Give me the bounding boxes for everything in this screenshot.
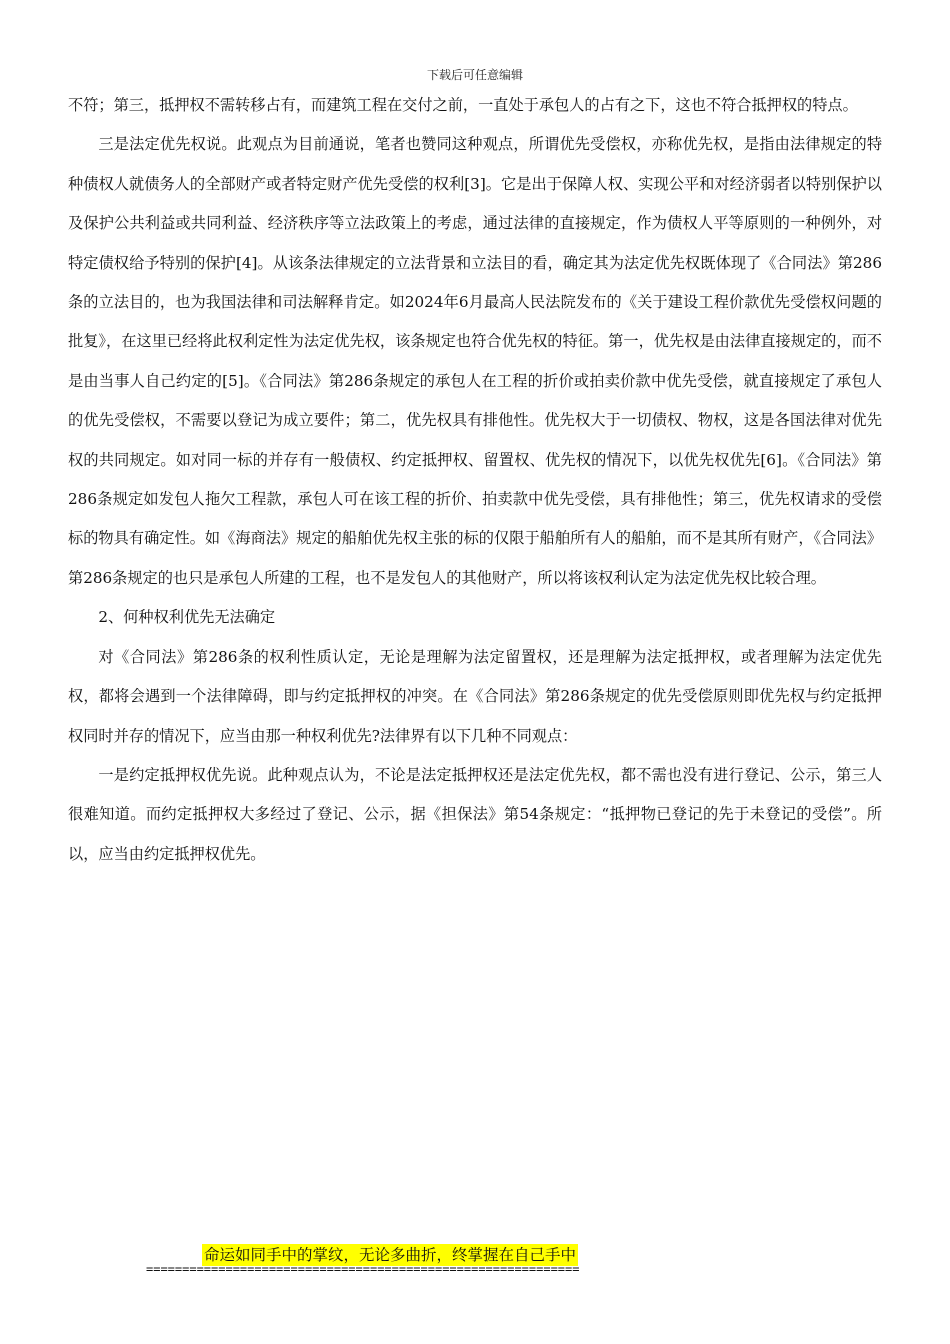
paragraph-1: 不符；第三，抵押权不需转移占有，而建筑工程在交付之前，一直处于承包人的占有之下，这也不符合抵押权的特点。 (68, 96, 858, 114)
body-text (68, 86, 882, 874)
paragraph-4: 一是约定抵押权优先说。此种观点认为，不论是法定抵押权还是法定优先权，都不需也没有进行登记、公示，第三人很难知道。而约定抵押权大多经过了登记、公示，据《担保法》第54条规定：“抵押物已登记的先于未登记的受偿”。所以，应当由约定抵押权优先。 (68, 765, 882, 863)
paragraph-2: 三是法定优先权说。此观点为目前通说，笔者也赞同这种观点，所谓优先受偿权，亦称优先权，是指由法律规定的特种债权人就债务人的全部财产或者特定财产优先受偿的权利[3]。它是出于保障人权、实现公平和对经济弱者以特别保护以及保护公共利益或共同利益、经济秩序等立法政策上的考虑，通过法律的直接规定，作为债权人平等原则的一种例外，对特定债权给予特别的保护[4]。从该条法律规定的立法背景和立法目的看，确定其为法定优先权既体现了《合同法》第286条的立法目的，也为我国法律和司法解释肯定。如2024年6月最高人民法院发布的《关于建设工程价款优先受偿权问题的批复》，在这里已经将此权利定性为法定优先权，该条规定也符合优先权的特征。第一，优先权是由法律直接规定的，而不是由当事人自己约定的[5]。《合同法》第286条规定的承包人在工程的折价或拍卖价款中优先受偿，就直接规定了承包人的优先受偿权，不需要以登记为成立要件；第二，优先权具有排他性。优先权大于一切债权、物权，这是各国法律对优先权的共同规定。如对同一标的并存有一般债权、约定抵押权、留置权、优先权的情况下，以优先权优先[6]。《合同法》第286条规定如发包人拖欠工程款，承包人可在该工程的折价、拍卖款中优先受偿，具有排他性；第三，优先权请求的受偿标的物具有确定性。如《海商法》规定的船舶优先权主张的标的仅限于船舶所有人的船舶，而不是其所有财产，《合同法》第286条规定的也只是承包人所建的工程，也不是发包人的其他财产，所以将该权利认定为法定优先权比较合理。 (68, 135, 882, 587)
section-heading: 2、何种权利优先无法确定 (98, 608, 276, 627)
paragraph-3: 对《合同法》第286条的权利性质认定，无论是理解为法定留置权，还是理解为法定抵押权，或者理解为法定优先权，都将会遇到一个法律障碍，即与约定抵押权的冲突。在《合同法》第286条规定的优先受偿原则即优先权与约定抵押权同时并存的情况下，应当由那一种权利优先?法律界有以下几种不同观点： (68, 647, 882, 745)
page-header: 下载后可任意编辑 (426, 68, 523, 82)
footer-separator-line: ============================================================ (146, 1262, 580, 1276)
footer-highlighted-quote: 命运如同手中的掌纹，无论多曲折，终掌握在自己手中 (204, 1246, 577, 1264)
